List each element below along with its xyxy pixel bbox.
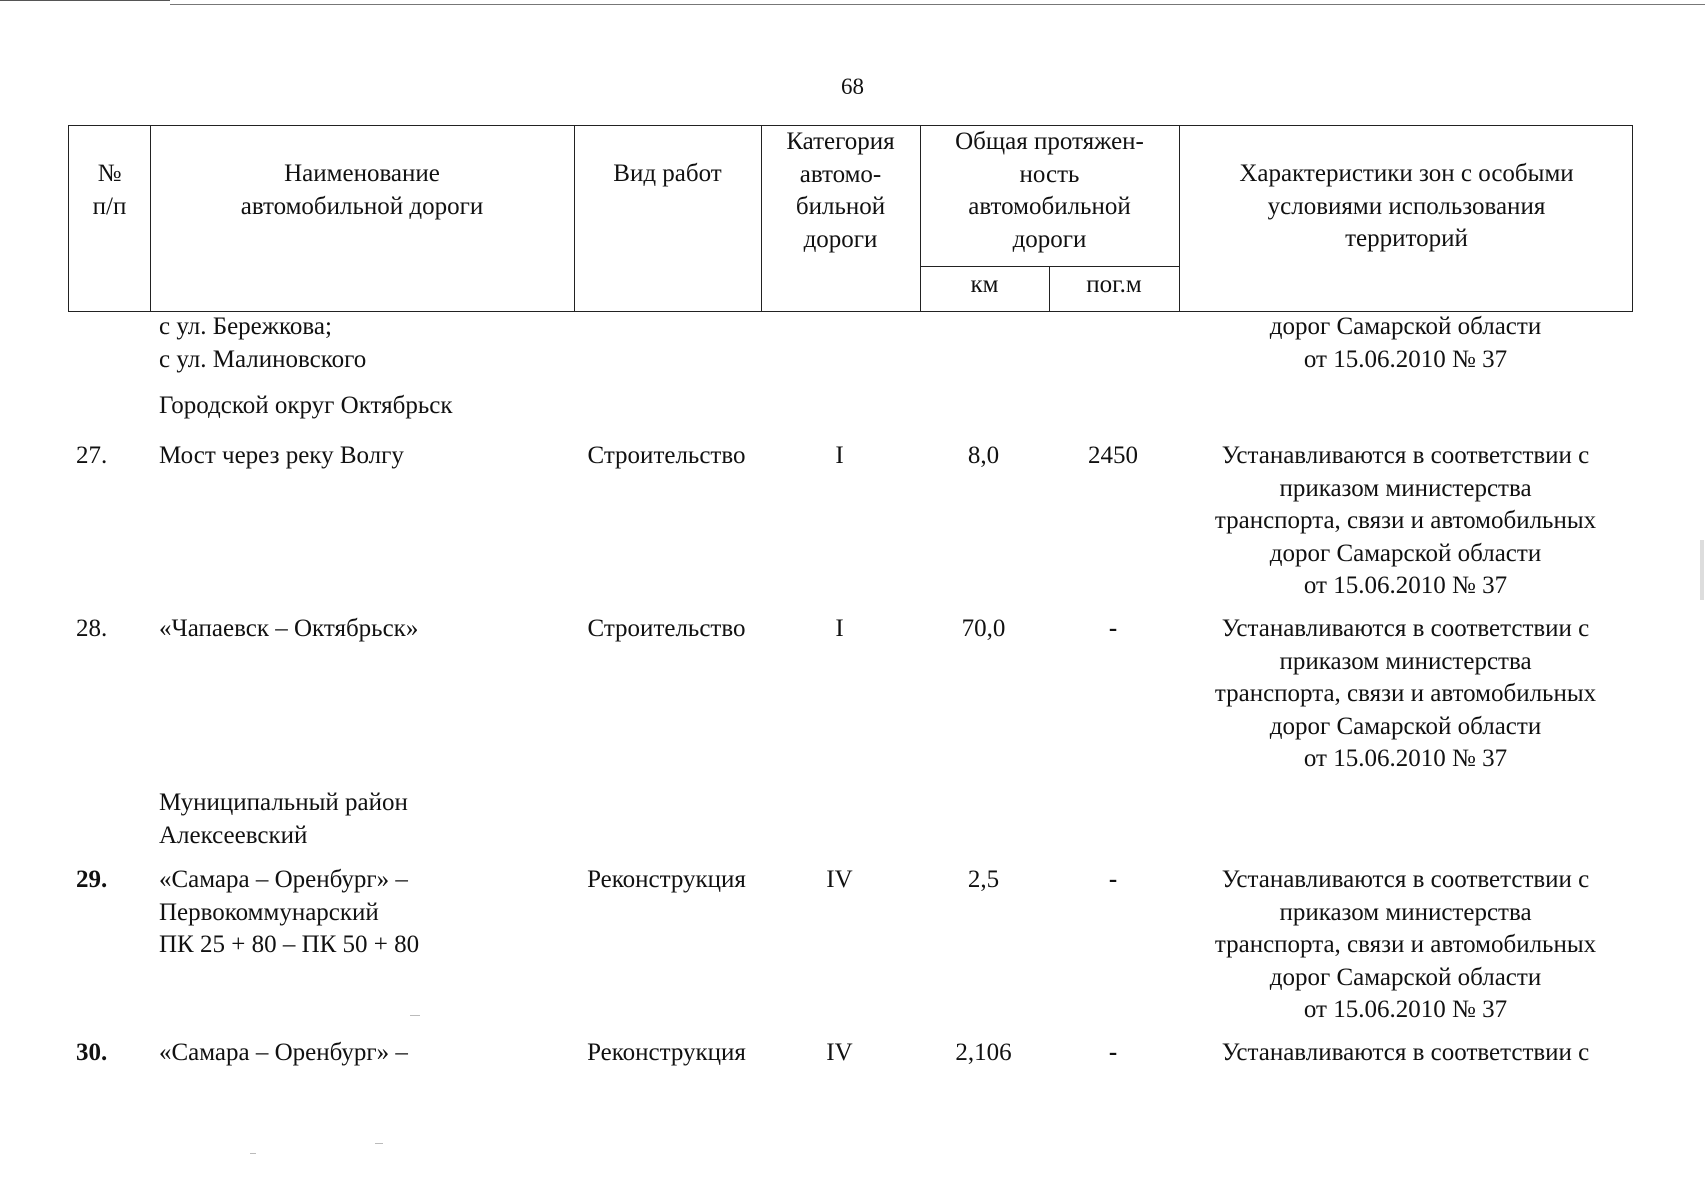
- header-category: Категория автомо- бильной дороги: [786, 128, 895, 253]
- scan-speck: [410, 1015, 420, 1016]
- row-divider: [920, 266, 1179, 267]
- row-category: IV: [826, 1039, 853, 1066]
- row-km: 8,0: [967, 442, 1000, 469]
- scan-edge-line: [170, 4, 1705, 5]
- header-km: км: [970, 271, 999, 298]
- row-category: I: [835, 442, 844, 469]
- header-road-name: Наименование автомобильной дороги: [240, 160, 484, 220]
- row-km: 2,106: [955, 1039, 1012, 1066]
- table-header: [68, 125, 1633, 312]
- row-road-name: «Самара – Оренбург» – Первокоммунарский ПК 25 + 80 – ПК 50 + 80: [159, 866, 420, 958]
- scan-speck: [1700, 540, 1704, 600]
- header-pog-m: пог.м: [1086, 271, 1142, 298]
- header-work-type: Вид работ: [613, 160, 722, 187]
- page-number: 68: [841, 74, 864, 99]
- row-zone-text: Устанавливаются в соответствии с приказом министерства транспорта, связи и автомобильных дорог Самарской области от 15.06.2010 № 37: [1214, 866, 1597, 1023]
- row-road-name: «Самара – Оренбург» –: [159, 1039, 408, 1066]
- scan-speck: [375, 1143, 383, 1144]
- row-category: I: [835, 615, 844, 642]
- row-pog-m: -: [1108, 615, 1118, 642]
- row-work-type: Строительство: [587, 442, 746, 469]
- row-km: 70,0: [961, 615, 1006, 642]
- scan-edge-line-left: [0, 0, 170, 1]
- row-number: 27.: [76, 442, 108, 469]
- row-road-name: Мост через реку Волгу: [159, 442, 404, 469]
- row-number: 30.: [76, 1039, 108, 1066]
- scan-speck: [250, 1153, 256, 1154]
- column-divider: [574, 126, 575, 311]
- row-km: 2,5: [967, 866, 1000, 893]
- row-zone-text: Устанавливаются в соответствии с: [1221, 1039, 1590, 1066]
- row-zone-text: Устанавливаются в соответствии с приказом министерства транспорта, связи и автомобильных дорог Самарской области от 15.06.2010 № 37: [1214, 442, 1597, 599]
- row-pog-m: -: [1108, 1039, 1118, 1066]
- continuation-zone-text: дорог Самарской области от 15.06.2010 № 37: [1269, 313, 1542, 373]
- row-road-name: «Чапаевск – Октябрьск»: [159, 615, 419, 642]
- header-total-length: Общая протяжен- ность автомобильной дороги: [955, 128, 1144, 253]
- row-work-type: Реконструкция: [587, 1039, 746, 1066]
- header-num: № п/п: [92, 160, 127, 220]
- row-work-type: Реконструкция: [587, 866, 746, 893]
- row-zone-text: Устанавливаются в соответствии с приказом министерства транспорта, связи и автомобильных дорог Самарской области от 15.06.2010 № 37: [1214, 615, 1597, 772]
- section-heading: Муниципальный район Алексеевский: [159, 789, 408, 849]
- row-category: IV: [826, 866, 853, 893]
- row-number: 28.: [76, 615, 108, 642]
- header-zone-characteristics: Характеристики зон с особыми условиями использования территорий: [1239, 160, 1574, 252]
- row-work-type: Строительство: [587, 615, 746, 642]
- row-number: 29.: [76, 866, 108, 893]
- row-pog-m: 2450: [1088, 442, 1138, 469]
- section-heading: Городской округ Октябрьск: [159, 392, 453, 419]
- row-pog-m: -: [1108, 866, 1118, 893]
- continuation-road-name: с ул. Бережкова; с ул. Малиновского: [159, 313, 367, 373]
